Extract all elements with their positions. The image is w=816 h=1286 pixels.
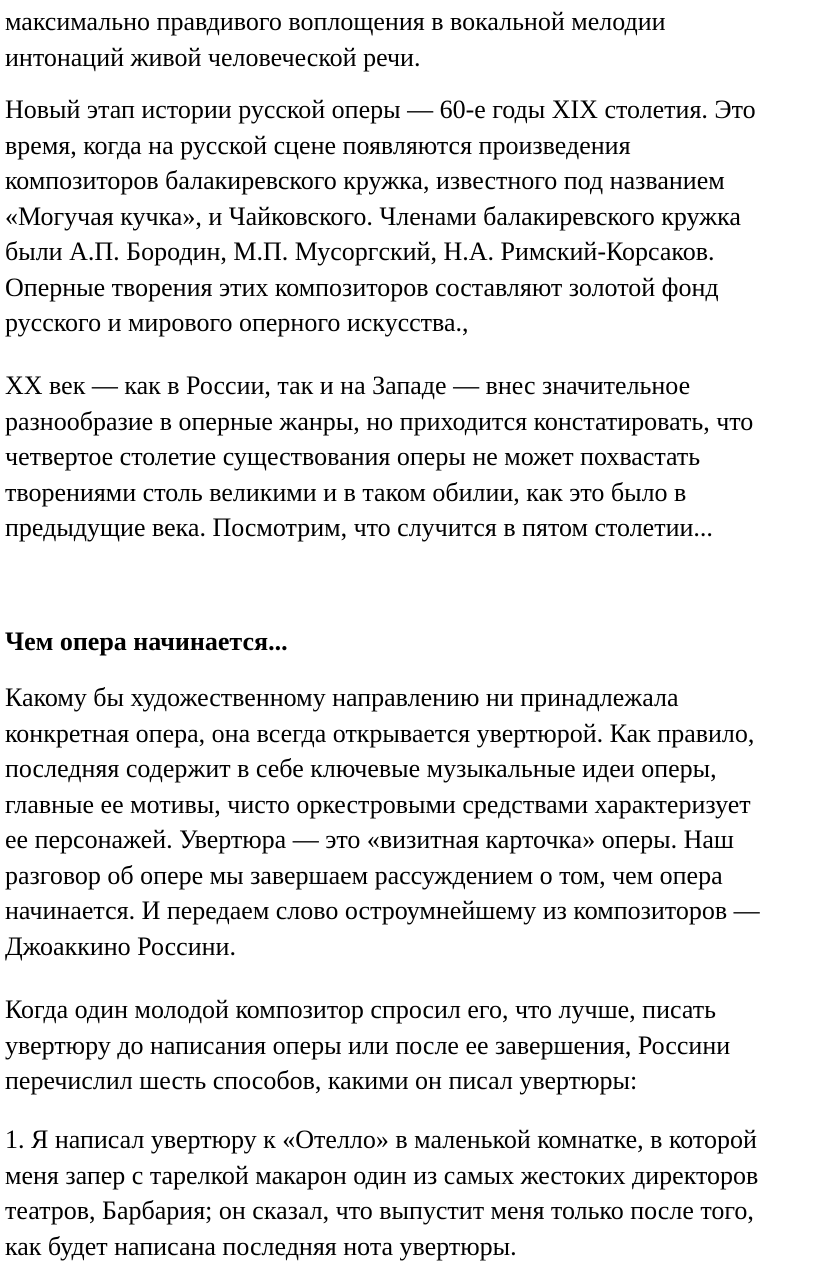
paragraph-1 xyxy=(5,4,813,75)
paragraph-line: театров, Барбария; он сказал, что выпустит меня только после того, xyxy=(5,1196,754,1225)
paragraph-line: ее персонажей. Увертюра — это «визитная карточка» оперы. Наш xyxy=(5,825,734,854)
paragraph-line: 1. Я написал увертюру к «Отелло» в маленькой комнатке, в которой xyxy=(5,1125,757,1154)
paragraph-line: последняя содержит в себе ключевые музыкальные идеи оперы, xyxy=(5,754,717,783)
paragraph-line: XX век — как в России, так и на Западе — внес значительное xyxy=(5,371,691,400)
paragraph-line: главные ее мотивы, чисто оркестровыми средствами характеризует xyxy=(5,789,751,819)
paragraph-line: Новый этап истории русской оперы — 60-е годы XIX столетия. Это xyxy=(5,95,756,124)
paragraph-5 xyxy=(5,992,813,1099)
paragraph-line: начинается. И передаем слово остроумнейшему из композиторов — xyxy=(5,896,760,925)
paragraph-line: Когда один молодой композитор спросил его, что лучше, писать xyxy=(5,995,716,1024)
paragraph-4 xyxy=(5,680,813,964)
paragraph-line: максимально правдивого воплощения в вокальной мелодии xyxy=(5,7,666,36)
paragraph-line: Оперные творения этих композиторов составляют золотой фонд xyxy=(5,272,719,302)
paragraph-2 xyxy=(5,92,813,341)
paragraph-line: интонаций живой человеческой речи. xyxy=(5,42,421,72)
paragraph-line: время, когда на русской сцене появляются произведения xyxy=(5,130,631,160)
paragraph-line: Какому бы художественному направлению ни принадлежала xyxy=(5,683,679,712)
paragraph-line: увертюру до написания оперы или после ее завершения, Россини xyxy=(5,1030,731,1060)
paragraph-line: творениями столь великими и в таком обилии, как это было в xyxy=(5,477,687,507)
paragraph-line: композиторов балакиревского кружка, известного под названием xyxy=(5,166,725,195)
paragraph-line: были А.П. Бородин, М.П. Мусоргский, Н.А. Римский-Корсаков. xyxy=(5,237,715,266)
paragraph-line: меня запер с тарелкой макарон один из самых жестоких директоров xyxy=(5,1160,759,1190)
paragraph-6 xyxy=(5,1122,813,1264)
paragraph-line: четвертое столетие существования оперы не может похвастать xyxy=(5,442,701,471)
section-heading: Чем опера начинается... xyxy=(5,627,288,656)
paragraph-line: Джоаккино Россини. xyxy=(5,931,236,961)
paragraph-line: русского и мирового оперного искусства., xyxy=(5,308,469,337)
paragraph-3 xyxy=(5,368,813,546)
paragraph-line: «Могучая кучка», и Чайковского. Членами балакиревского кружка xyxy=(5,201,741,231)
paragraph-line: разнообразие в оперные жанры, но приходится констатировать, что xyxy=(5,406,754,436)
paragraph-line: разговор об опере мы завершаем рассуждением о том, чем опера xyxy=(5,860,723,890)
paragraph-line: конкретная опера, она всегда открывается увертюрой. Как правило, xyxy=(5,718,755,748)
paragraph-line: перечислил шесть способов, какими он писал увертюры: xyxy=(5,1066,638,1095)
paragraph-line: предыдущие века. Посмотрим, что случится в пятом столетии... xyxy=(5,513,713,542)
paragraph-line: как будет написана последняя нота увертюры. xyxy=(5,1231,517,1261)
